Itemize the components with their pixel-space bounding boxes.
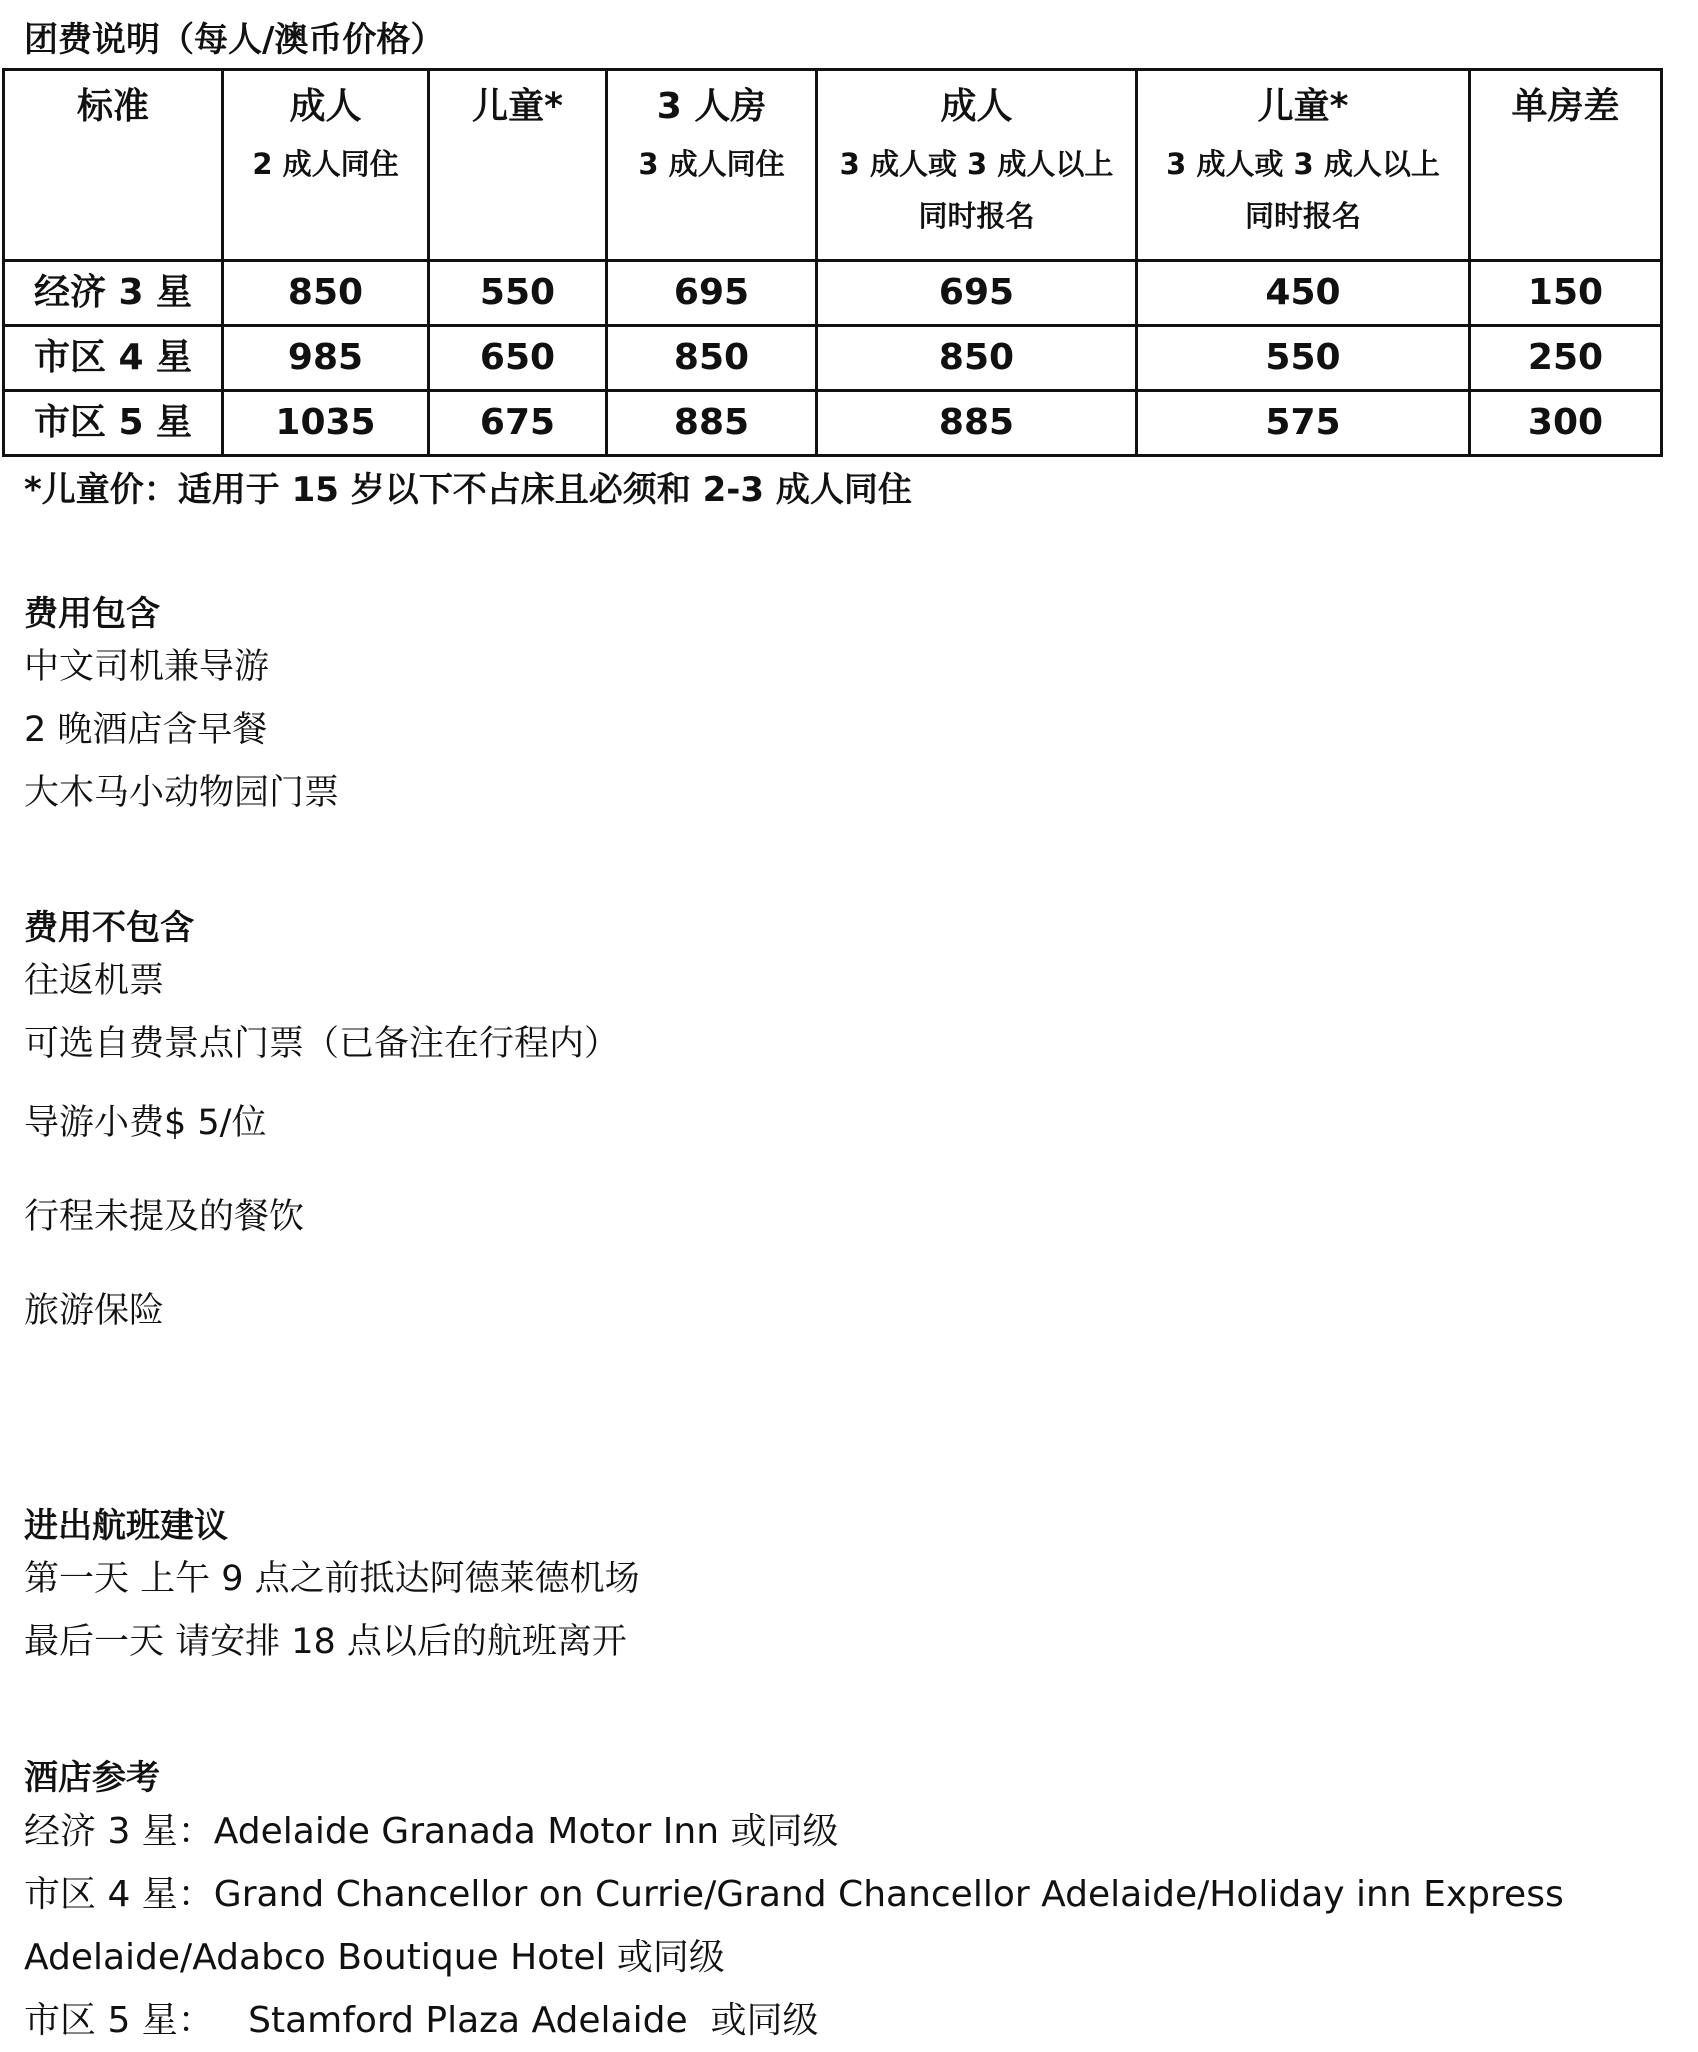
hotel-line: 市区 5 星： Stamford Plaza Adelaide 或同级 [24, 2000, 819, 2041]
table-cell: 850 [607, 326, 817, 391]
header-adult-twin [223, 70, 429, 261]
table-row [4, 326, 1662, 391]
list-item: 行程未提及的餐饮 [24, 1197, 305, 1237]
list-item: 2 晚酒店含早餐 [24, 710, 268, 750]
hotel-line: 市区 4 星：Grand Chancellor on Currie/Grand Chancellor Adelaide/Holiday inn Express [24, 1874, 1564, 1915]
header-single-supplement [1470, 70, 1662, 261]
row-label: 经济 3 星 [4, 261, 223, 326]
header-main: 成人 [940, 86, 1013, 127]
included-section [24, 592, 339, 825]
header-child [429, 70, 607, 261]
table-cell: 1035 [223, 391, 429, 456]
table-cell: 850 [817, 326, 1137, 391]
header-sub: 同时报名 [1244, 199, 1361, 233]
section-heading: 酒店参考 [24, 1758, 160, 1798]
section-heading: 费用包含 [24, 594, 160, 634]
table-cell: 450 [1137, 261, 1470, 326]
list-item: 中文司机兼导游 [24, 647, 270, 687]
child-price-note: *儿童价：适用于 15 岁以下不占床且必须和 2-3 成人同住 [24, 470, 912, 510]
header-main: 3 人房 [656, 86, 767, 127]
row-label: 市区 5 星 [4, 391, 223, 456]
header-main: 单房差 [1511, 86, 1620, 127]
table-cell: 575 [1137, 391, 1470, 456]
header-sub: 3 成人或 3 成人以上 [1166, 147, 1440, 181]
section-heading: 进出航班建议 [24, 1506, 228, 1546]
table-header-row [4, 70, 1662, 261]
list-item: 大木马小动物园门票 [24, 773, 340, 813]
table-cell: 550 [429, 261, 607, 326]
table-row [4, 261, 1662, 326]
page-title: 团费说明（每人/澳币价格） [24, 20, 445, 60]
table-cell: 695 [817, 261, 1137, 326]
table-cell: 675 [429, 391, 607, 456]
header-main: 儿童* [1257, 86, 1349, 127]
section-heading: 费用不包含 [24, 908, 194, 948]
table-cell: 300 [1470, 391, 1662, 456]
row-label: 市区 4 星 [4, 326, 223, 391]
hotel-line: 经济 3 星：Adelaide Granada Motor Inn 或同级 [24, 1811, 839, 1852]
header-main: 标准 [76, 86, 149, 127]
table-cell: 695 [607, 261, 817, 326]
header-main: 儿童* [472, 86, 563, 127]
list-item: 往返机票 [24, 961, 165, 1001]
table-cell: 985 [223, 326, 429, 391]
header-sub: 同时报名 [918, 199, 1035, 233]
flights-section [24, 1504, 640, 1674]
list-item: 导游小费$ 5/位 [24, 1103, 267, 1143]
header-main: 成人 [289, 86, 362, 127]
table-cell: 885 [817, 391, 1137, 456]
header-sub: 2 成人同住 [252, 147, 399, 181]
table-cell: 250 [1470, 326, 1662, 391]
table-cell: 650 [429, 326, 607, 391]
hotels-section [24, 1756, 1564, 2052]
list-item: 可选自费景点门票（已备注在行程内） [24, 1024, 620, 1064]
header-standard [4, 70, 223, 261]
table-cell: 850 [223, 261, 429, 326]
list-item: 旅游保险 [24, 1291, 165, 1331]
header-sub: 3 成人同住 [638, 147, 785, 181]
flights-list [24, 1548, 640, 1674]
table-cell: 885 [607, 391, 817, 456]
header-child-group [1137, 70, 1470, 261]
header-adult-group [817, 70, 1137, 261]
list-item: 最后一天 请安排 18 点以后的航班离开 [24, 1622, 627, 1662]
list-item: 第一天 上午 9 点之前抵达阿德莱德机场 [24, 1559, 640, 1599]
header-sub: 3 成人或 3 成人以上 [839, 147, 1114, 181]
table-cell: 150 [1470, 261, 1662, 326]
included-list [24, 636, 339, 825]
header-triple-room [607, 70, 817, 261]
price-table [2, 68, 1663, 457]
hotel-line: Adelaide/Adabco Boutique Hotel 或同级 [24, 1937, 725, 1978]
table-cell: 550 [1137, 326, 1470, 391]
excluded-section [24, 906, 619, 1358]
table-row [4, 391, 1662, 456]
excluded-list [24, 950, 619, 1358]
